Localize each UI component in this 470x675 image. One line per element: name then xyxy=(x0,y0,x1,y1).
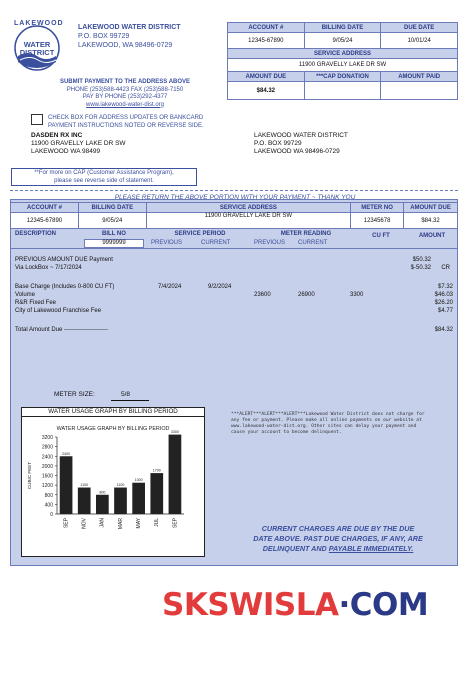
stub-service: 11900 GRAVELLY LAKE DR SW xyxy=(146,213,350,229)
checkbox-text-line2: PAYMENT INSTRUCTIONS NOTED OR REVERSE SIDE. xyxy=(48,122,204,129)
x-tick-label: JAN xyxy=(99,518,106,528)
y-tick-label: 800 xyxy=(44,492,53,499)
meter-size-value: 5/8 xyxy=(121,391,131,398)
district-logo xyxy=(10,18,64,74)
volume-amount: $46.03 xyxy=(434,292,453,298)
x-tick-label: SEP xyxy=(63,518,70,529)
rr-fee-label: R&R Fixed Fee xyxy=(15,300,57,306)
due-notice-line1: CURRENT CHARGES ARE DUE BY THE DUE xyxy=(261,524,415,533)
x-tick-label: MAR xyxy=(117,518,124,530)
customer-addr1: 11900 GRAVELLY LAKE DR SW xyxy=(31,140,126,147)
base-charge-amount: $7.32 xyxy=(437,284,453,290)
volume-cuft: 3300 xyxy=(350,292,364,298)
rr-fee-amount: $26.20 xyxy=(434,300,453,306)
header-amount-due: AMOUNT DUE xyxy=(228,72,305,82)
y-tick-label: 2800 xyxy=(41,444,53,451)
meter-reading-current: CURRENT xyxy=(298,240,328,246)
franchise-fee-amount: $4.77 xyxy=(437,308,453,314)
stub-meter: 12345678 xyxy=(351,213,404,229)
remit-addr2: LAKEWOOD WA 98496-0729 xyxy=(254,148,340,155)
account-summary-table xyxy=(227,22,458,100)
header-cu-ft: CU FT xyxy=(372,233,390,239)
return-note: PLEASE RETURN THE ABOVE PORTION WITH YOUR PAYMENT ~ THANK YOU xyxy=(114,194,356,201)
watermark-part2: COM xyxy=(349,587,429,623)
stub-header-service: SERVICE ADDRESS xyxy=(146,203,350,213)
base-charge-label: Base Charge (Includes 0-800 CU FT) xyxy=(15,284,115,290)
watermark-part1: SKSWISLA xyxy=(162,587,339,623)
base-charge-to: 9/2/2024 xyxy=(208,284,232,290)
stub-billing: 9/05/24 xyxy=(78,213,146,229)
lockbox-label: Via LockBox ~ 7/17/2024 xyxy=(15,265,82,271)
y-axis-label: CUBIC FEET xyxy=(27,461,32,490)
logo-text-bottom: DISTRICT xyxy=(19,48,55,57)
due-notice xyxy=(233,524,443,554)
district-address-block xyxy=(78,23,181,50)
submit-phone: PHONE (253)588-4423 FAX (253)588-7150 xyxy=(66,86,184,93)
customer-addr2: LAKEWOOD WA 98499 xyxy=(31,148,101,155)
due-notice-line2: DATE ABOVE. PAST DUE CHARGES, IF ANY, ARE xyxy=(253,534,423,543)
submit-line1: SUBMIT PAYMENT TO THE ADDRESS ABOVE xyxy=(59,79,191,85)
header-meter-reading: METER READING xyxy=(280,231,332,237)
lockbox-credit: CR xyxy=(441,265,450,271)
stub-account: 12345-67890 xyxy=(11,213,79,229)
usage-chart-svg xyxy=(22,417,204,556)
due-notice-line3b: PAYABLE IMMEDIATELY. xyxy=(328,544,414,553)
tear-line xyxy=(10,190,458,191)
bar-value-label: 1700 xyxy=(152,468,161,473)
due-notice-line3 xyxy=(233,544,443,554)
total-due-label: Total Amount Due ---------------------- xyxy=(15,327,108,333)
bar xyxy=(78,488,91,514)
meter-size-label: METER SIZE: xyxy=(54,391,95,398)
y-tick-label: 1200 xyxy=(41,483,53,490)
x-tick-label: NOV xyxy=(81,518,88,529)
logo-text-mid: WATER xyxy=(23,40,51,49)
header-billing-date: BILLING DATE xyxy=(304,23,381,33)
checkbox-text-line1: CHECK BOX FOR ADDRESS UPDATES OR BANKCARD xyxy=(48,115,204,121)
x-tick-label: SEP xyxy=(172,518,179,529)
meter-reading-previous: PREVIOUS xyxy=(254,240,286,246)
stub-header-billing: BILLING DATE xyxy=(78,203,146,213)
stub-header-meter: METER NO xyxy=(351,203,404,213)
watermark xyxy=(162,587,428,623)
header-service-period: SERVICE PERIOD xyxy=(174,231,226,237)
detail-header-row xyxy=(11,230,457,249)
bar xyxy=(96,495,109,514)
prev-amount-value: $50.32 xyxy=(412,257,431,263)
logo-text-top: LAKEWOOD xyxy=(14,20,64,27)
header-bill-no: BILL NO xyxy=(102,231,126,237)
header-service-address: SERVICE ADDRESS xyxy=(228,49,458,59)
district-addr2: LAKEWOOD, WA 98496-0729 xyxy=(78,42,173,49)
volume-label: Volume xyxy=(15,292,36,298)
bar xyxy=(132,483,145,514)
amount-paid-field[interactable] xyxy=(381,82,458,100)
district-name: LAKEWOOD WATER DISTRICT xyxy=(78,24,181,31)
header-account: ACCOUNT # xyxy=(228,23,305,33)
total-due-amount: $84.32 xyxy=(434,327,453,333)
bill-number: 9999999 xyxy=(84,239,144,248)
y-tick-label: 0 xyxy=(50,512,53,518)
remit-address xyxy=(254,132,348,156)
due-notice-line3a: DELINQUENT AND xyxy=(262,544,329,553)
chart-title: WATER USAGE GRAPH BY BILLING PERIOD xyxy=(22,408,204,417)
cap-note-line2: please see reverse side of statement. xyxy=(54,177,154,184)
y-tick-label: 2400 xyxy=(41,454,53,461)
bar xyxy=(169,435,182,514)
remit-addr1: P.O. BOX 99729 xyxy=(254,140,302,147)
bar-value-label: 1300 xyxy=(134,478,143,483)
stub-amount: $84.32 xyxy=(404,213,458,229)
header-cap-donation: ***CAP DONATION xyxy=(304,72,381,82)
volume-current: 26900 xyxy=(298,292,315,298)
header-due-date: DUE DATE xyxy=(381,23,458,33)
prev-amount-label: PREVIOUS AMOUNT DUE Payment xyxy=(15,257,113,263)
y-tick-label: 3200 xyxy=(41,435,53,441)
volume-previous: 23600 xyxy=(254,292,271,298)
y-tick-label: 2000 xyxy=(41,463,53,470)
address-update-checkbox[interactable] xyxy=(31,114,43,125)
stub-header-table xyxy=(10,202,458,229)
account-number: 12345-67890 xyxy=(228,33,305,49)
billing-date: 9/05/24 xyxy=(304,33,381,49)
alert-message: ***ALERT***ALERT***ALERT***Lakewood Water District does not charge for any fee or payment. Please make all online payments on our website at www.lakewood-water-dist.org. Other sites can delay your payment and cause your account to become delinquent. xyxy=(231,412,425,435)
meter-size-underline xyxy=(111,400,149,401)
lockbox-value: $-50.32 xyxy=(410,265,431,271)
customer-name: DASDEN RX INC xyxy=(31,132,83,139)
watermark-dot: · xyxy=(338,587,350,623)
header-amount: AMOUNT xyxy=(418,233,446,239)
service-address: 11900 GRAVELLY LAKE DR SW xyxy=(228,59,458,72)
chart-inner-title: WATER USAGE GRAPH BY BILLING PERIOD xyxy=(56,426,170,432)
service-period-previous: PREVIOUS xyxy=(151,240,183,246)
submit-pay-by-phone: PAY BY PHONE (253)292-4377 xyxy=(82,94,168,100)
bar xyxy=(114,488,127,514)
bar-value-label: 1100 xyxy=(116,483,125,488)
remit-name: LAKEWOOD WATER DISTRICT xyxy=(254,132,348,139)
x-tick-label: JUL xyxy=(154,518,161,527)
bar-value-label: 1100 xyxy=(80,483,89,488)
bar-value-label: 800 xyxy=(99,490,106,495)
stub-header-account: ACCOUNT # xyxy=(11,203,79,213)
x-tick-label: MAY xyxy=(135,518,142,529)
service-period-current: CURRENT xyxy=(201,240,231,246)
bar xyxy=(150,473,163,514)
header-description: DESCRIPTION xyxy=(15,231,57,237)
bar-value-label: 3300 xyxy=(170,430,179,435)
cap-note-box xyxy=(11,168,197,186)
cap-donation-field[interactable] xyxy=(304,82,381,100)
bar-value-label: 2400 xyxy=(62,451,71,456)
amount-due: $84.32 xyxy=(228,82,305,100)
y-tick-label: 1600 xyxy=(41,473,53,480)
base-charge-from: 7/4/2024 xyxy=(158,284,182,290)
cap-note-line1: **For more on CAP (Customer Assistance Program), xyxy=(34,170,174,176)
bar xyxy=(60,456,73,514)
y-tick-label: 400 xyxy=(44,502,53,509)
customer-address xyxy=(31,132,126,156)
district-addr1: P.O. BOX 99729 xyxy=(78,33,130,40)
website-link[interactable]: www.lakewood-water-dist.org xyxy=(85,101,165,108)
water-usage-chart xyxy=(21,407,205,557)
franchise-fee-label: City of Lakewood Franchise Fee xyxy=(15,308,102,314)
stub-header-amount: AMOUNT DUE xyxy=(404,203,458,213)
checkbox-instructions xyxy=(48,115,204,130)
submit-payment-block xyxy=(40,79,210,109)
due-date: 10/01/24 xyxy=(381,33,458,49)
header-amount-paid: AMOUNT PAID xyxy=(381,72,458,82)
